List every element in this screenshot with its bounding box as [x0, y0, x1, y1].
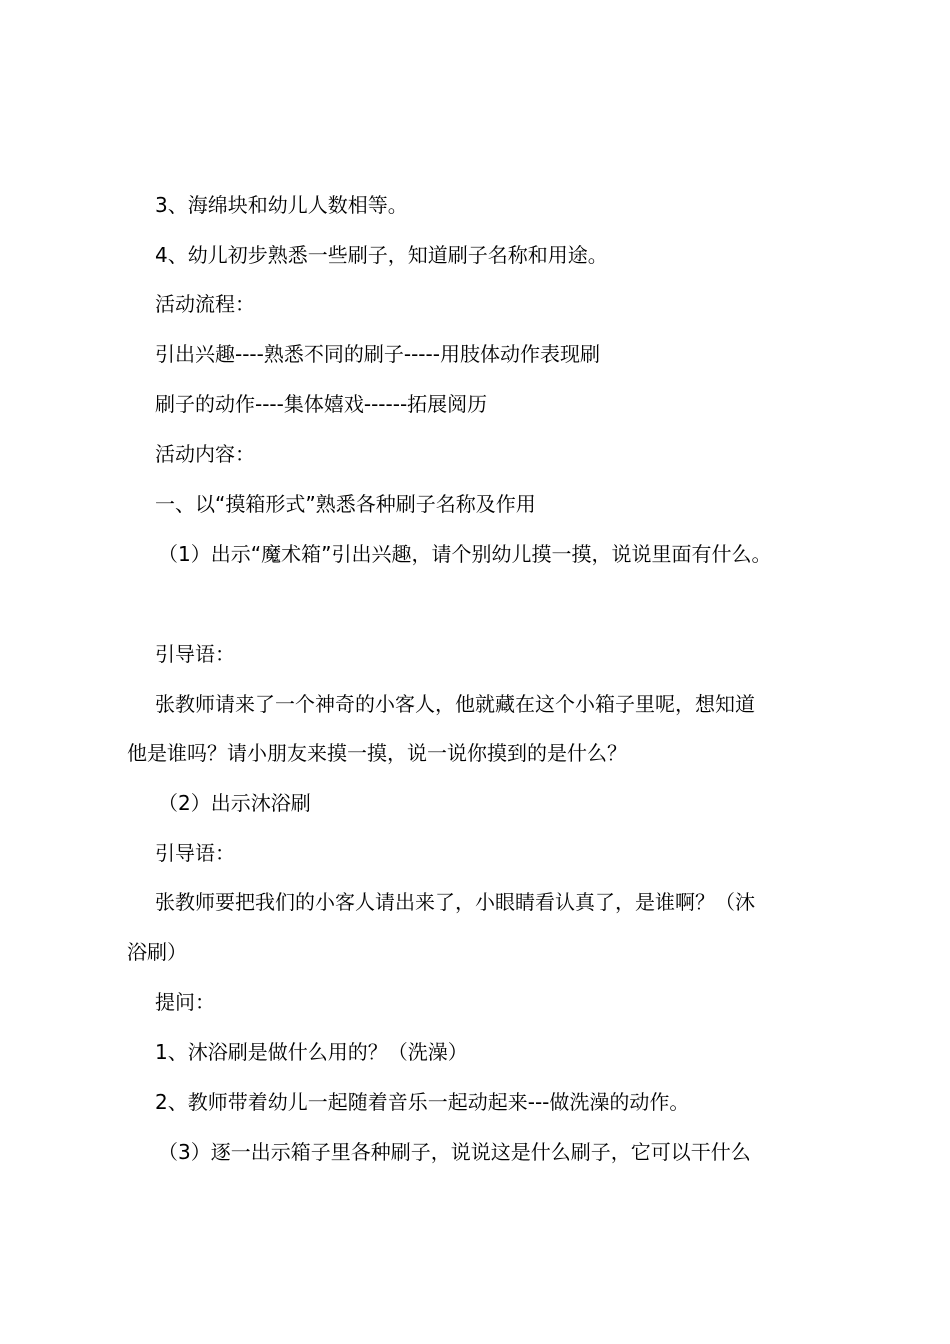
paragraph-line: 浴刷） [127, 940, 187, 964]
paragraph-line: 他是谁吗？请小朋友来摸一摸，说一说你摸到的是什么？ [127, 741, 627, 765]
paragraph-line: （1）出示“魔术箱”引出兴趣，请个别幼儿摸一摸，说说里面有什么。 [158, 542, 772, 566]
paragraph-line: 引导语： [155, 642, 235, 666]
paragraph-line: 3、海绵块和幼儿人数相等。 [155, 193, 408, 217]
section-heading: 活动流程： [155, 292, 255, 316]
paragraph-line: 引导语： [155, 841, 235, 865]
paragraph-line: （3）逐一出示箱子里各种刷子，说说这是什么刷子，它可以干什么 [158, 1140, 751, 1164]
paragraph-line: 4、幼儿初步熟悉一些刷子，知道刷子名称和用途。 [155, 243, 608, 267]
paragraph-line: 引出兴趣----熟悉不同的刷子-----用肢体动作表现刷 [155, 342, 600, 366]
paragraph-line: 张教师请来了一个神奇的小客人，他就藏在这个小箱子里呢，想知道 [155, 692, 755, 716]
paragraph-line: 1、沐浴刷是做什么用的？（洗澡） [155, 1040, 468, 1064]
paragraph-line: 2、教师带着幼儿一起随着音乐一起动起来---做洗澡的动作。 [155, 1090, 690, 1114]
paragraph-line: 刷子的动作----集体嬉戏------拓展阅历 [155, 392, 488, 416]
paragraph-line: 提问： [155, 990, 215, 1014]
paragraph-line: 一、以“摸箱形式”熟悉各种刷子名称及作用 [155, 492, 536, 516]
paragraph-line: 张教师要把我们的小客人请出来了，小眼睛看认真了，是谁啊？（沐 [155, 890, 755, 914]
section-heading: 活动内容： [155, 442, 255, 466]
paragraph-line: （2）出示沐浴刷 [158, 791, 311, 815]
